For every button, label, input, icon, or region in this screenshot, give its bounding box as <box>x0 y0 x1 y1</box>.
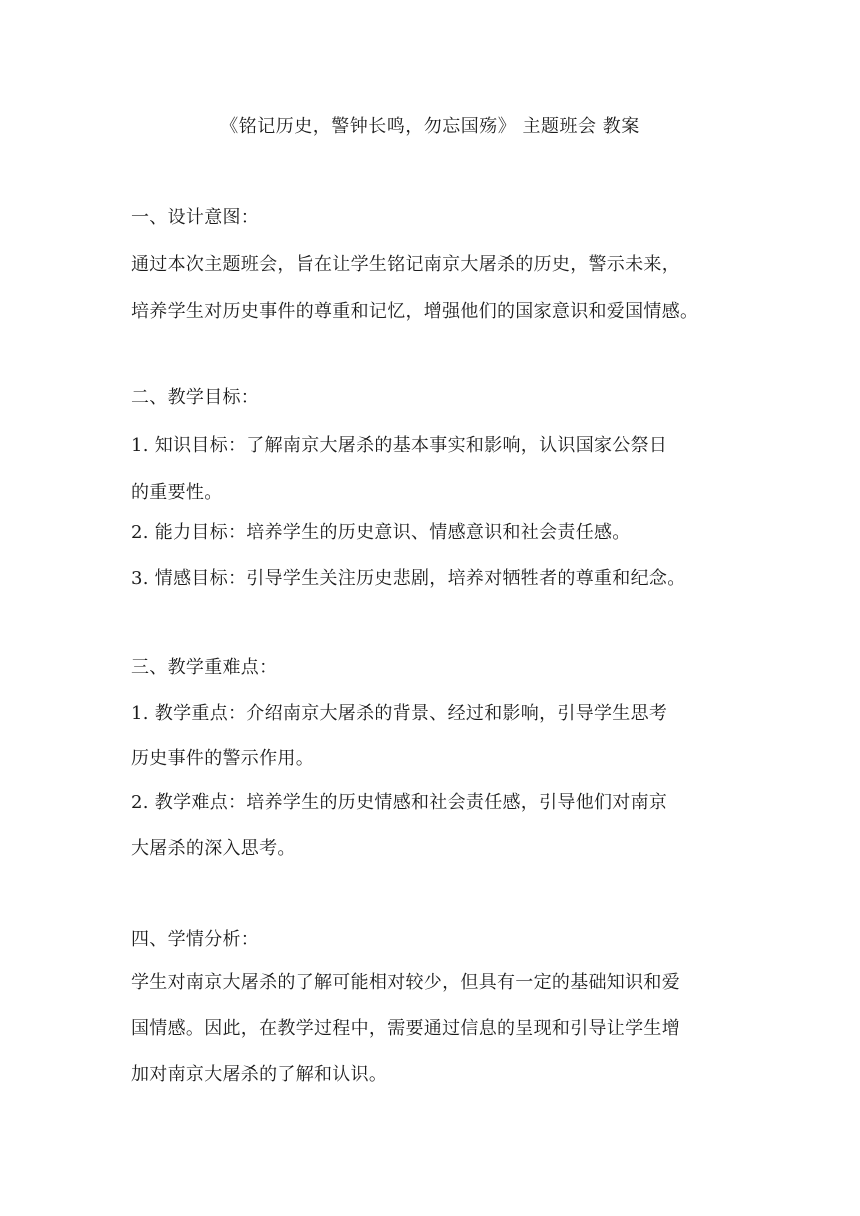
document-title: 《铭记历史，警钟长鸣，勿忘国殇》 主题班会 教案 <box>220 116 640 137</box>
paragraph-line: 通过本次主题班会，旨在让学生铭记南京大屠杀的历史，警示未来， <box>131 254 680 275</box>
section-heading-key-difficult-points: 三、教学重难点： <box>131 657 278 678</box>
section-heading-teaching-goals: 二、教学目标： <box>131 387 260 408</box>
paragraph-line: 学生对南京大屠杀的了解可能相对较少，但具有一定的基础知识和爱 <box>131 972 680 993</box>
paragraph-line: 培养学生对历史事件的尊重和记忆，增强他们的国家意识和爱国情感。 <box>131 301 699 322</box>
paragraph-line: 3. 情感目标：引导学生关注历史悲剧，培养对牺牲者的尊重和纪念。 <box>131 568 686 589</box>
paragraph-line: 2. 教学难点：培养学生的历史情感和社会责任感，引导他们对南京 <box>131 792 668 813</box>
paragraph-line: 大屠杀的深入思考。 <box>131 838 296 859</box>
paragraph-line: 国情感。因此，在教学过程中，需要通过信息的呈现和引导让学生增 <box>131 1018 680 1039</box>
paragraph-line: 2. 能力目标：培养学生的历史意识、情感意识和社会责任感。 <box>131 522 631 543</box>
paragraph-line: 1. 知识目标：了解南京大屠杀的基本事实和影响，认识国家公祭日 <box>131 435 668 456</box>
paragraph-line: 的重要性。 <box>131 482 223 503</box>
paragraph-line: 历史事件的警示作用。 <box>131 748 314 769</box>
paragraph-line: 加对南京大屠杀的了解和认识。 <box>131 1064 388 1085</box>
paragraph-line: 1. 教学重点：介绍南京大屠杀的背景、经过和影响，引导学生思考 <box>131 703 668 724</box>
section-heading-learning-analysis: 四、学情分析： <box>131 929 260 950</box>
section-heading-design-intent: 一、设计意图： <box>131 207 260 228</box>
